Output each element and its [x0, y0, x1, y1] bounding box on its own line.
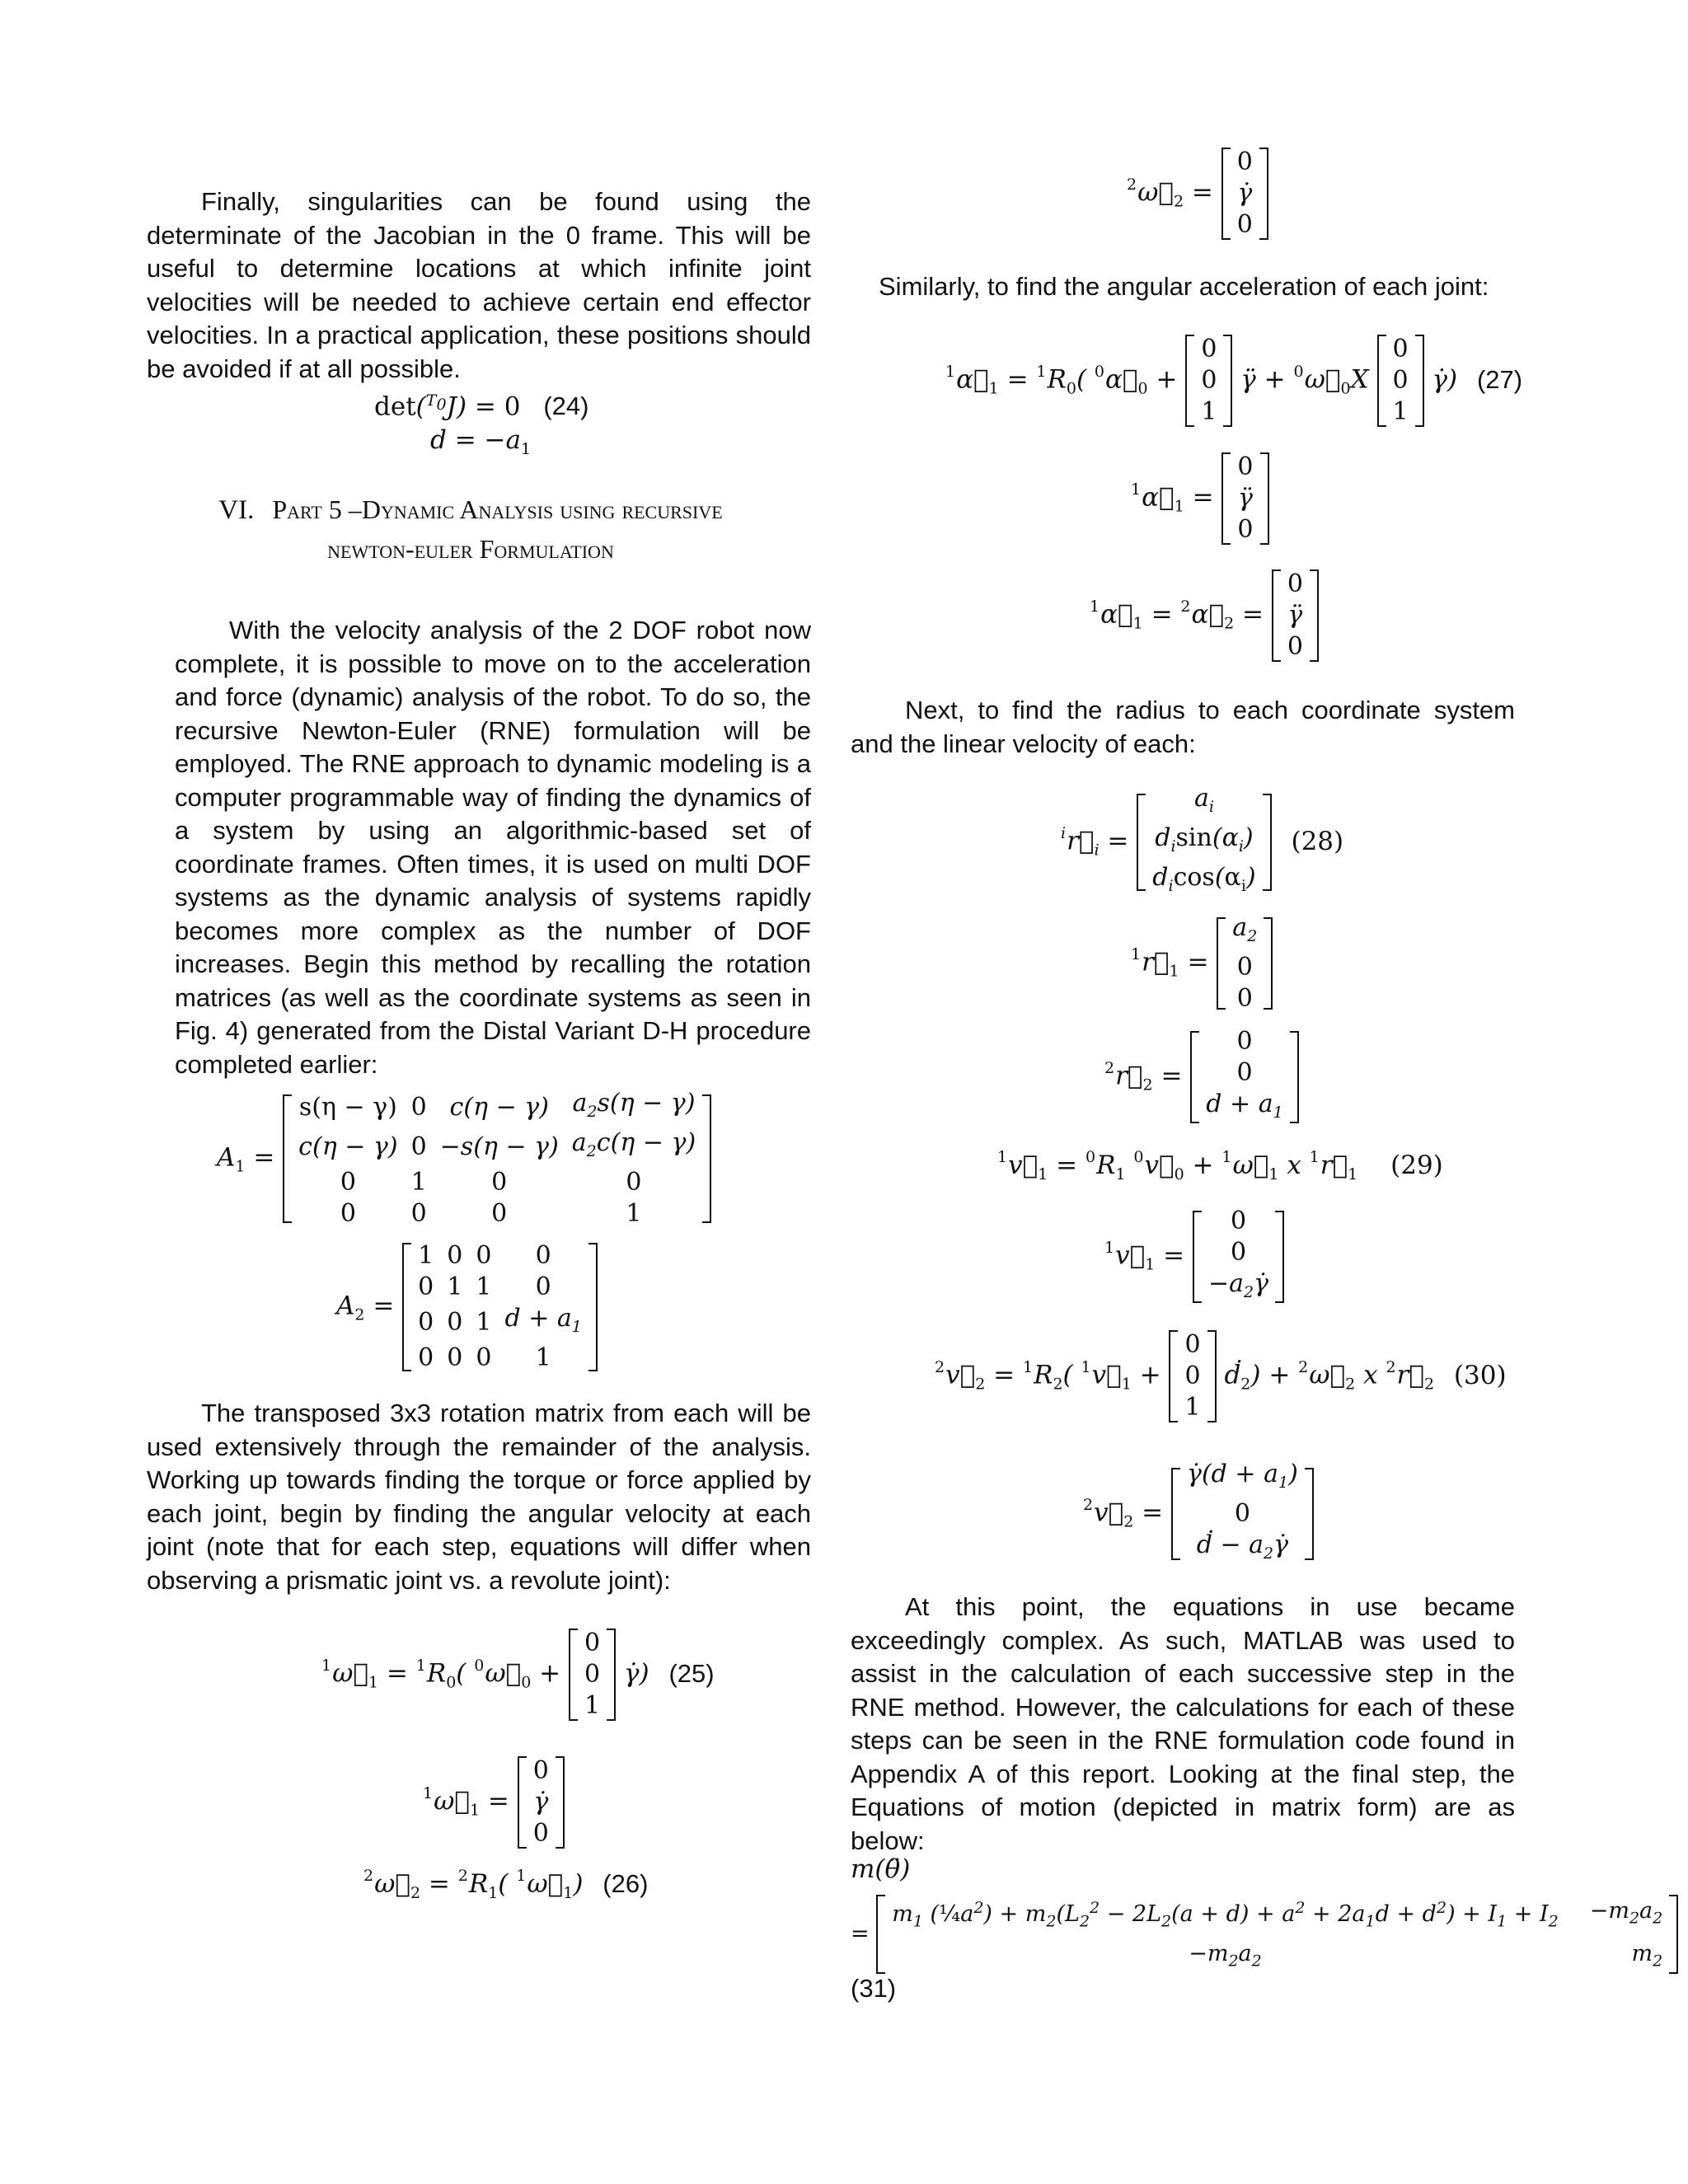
matrix-a2: $A_2$ = 1 0 0 0 0 1 1 0 0 0 1 $d + a_1$ 0 0 0 1 [336, 1240, 598, 1374]
equation-26: $^2\omega⃗_2 = ^2R_1$( $^1\omega⃗_1$) (26) [363, 1867, 649, 1903]
equation-29: $^1v⃗_1 = ^0R_1$ $^0v⃗_0$ + $^1\omega⃗_1$ x $^1r⃗_1$ (29) [997, 1148, 1443, 1184]
r1-vector: $^1r⃗_1$ = $a_2$ 0 0 [1131, 912, 1273, 1015]
matlab-paragraph: At this point, the equations in use became exceedingly complex. As such, MATLAB was used to assist in the calculation of each successive step in the RNE method. However, the calculations for each of these steps can be seen in the RNE formulation code found in Appendix A of this report. Looking at the final step, the Equations of motion (depicted in matrix form) are as below: [851, 1592, 1515, 1855]
alpha2-vector: $^1\alpha⃗_1$ = $^2\alpha⃗_2$ = 0 γ̈ 0 [1090, 569, 1319, 663]
angular-accel-paragraph: Similarly, to find the angular acceleration of each joint: [879, 272, 1489, 301]
equation-24: det($^{T_0}$J) = 0 (24) [374, 391, 589, 422]
section-heading-line2: newton-euler Formulation [327, 534, 614, 564]
v1-vector: $^1v⃗_1$ = 0 0 $-a_2\gammȧ$ [1104, 1206, 1284, 1308]
alpha1-vector: $^1\alpha⃗_1$ = 0 γ̈ 0 [1131, 452, 1269, 546]
equation-28: $^ir⃗_i$ = $a_i$ $d_i\sin(\alpha_i)$ $d_i\cos(\alpha_i)$ (28) [1061, 784, 1344, 895]
v2-vector: $^2v⃗_2$ = γ̇(d + $a_1$) 0 ḋ − $a_2\gammȧ$ [1083, 1459, 1314, 1569]
equation-31-lhs: m(θ̈) [851, 1854, 911, 1884]
equation-31: = $m_1$ $(\frac{1}{4}a^2) + m_2(L_2^2 - 2L_2(a + d) + a^2 + 2a_1d + d^2) + I_1 + I_2$ $-m_2a_2$ $-m_2a_2$ $m_2$ [851, 1891, 1678, 1978]
equation-24b: $d = -a_1$ [430, 425, 532, 459]
section-heading: VI. Part 5 –Dynamic Analysis using recursive [218, 494, 723, 525]
rne-intro-paragraph: With the velocity analysis of the 2 DOF robot now complete, it is possible to move on to the acceleration and force (dynamic) analysis of the robot. To do so, the recursive Newton-Euler (RNE) formulation will be employed. The RNE approach to dynamic modeling is a computer programmable way of finding the dynamics of a system by using an algorithmic-based set of coordinate frames. Often times, it is used on multi DOF systems as the dynamic analysis of systems rapidly becomes more complex as the number of DOF increases. Begin this method by recalling the rotation matrices (as well as the coordinate systems as seen in Fig. 4) generated from the Distal Variant D-H procedure completed earlier: [175, 616, 811, 1079]
equation-27: $^1\alpha⃗_1 = ^1R_0$( $^0\alpha⃗_0$ + 0 0 1 γ̈ + $^0\omega⃗_0X$ 0 0 1 γ̇) (27) [945, 335, 1523, 426]
angular-velocity-paragraph: The transposed 3x3 rotation matrix from each will be used extensively through the remainder of the analysis. Working up towards finding the torque or force applied by each joint, begin by finding the angular velocity at each joint (note that for each step, equations will differ when observing a prismatic joint vs. a revolute joint): [147, 1399, 811, 1595]
equation-31-label: (31) [851, 1974, 897, 2003]
omega1-vector: $^1\omega⃗_1$ = 0 γ̇ 0 [423, 1755, 565, 1849]
singularity-paragraph: Finally, singularities can be found using the determinate of the Jacobian in the 0 frame. This will be useful to determine locations at which infinite joint velocities will be needed to achieve certain end effector velocities. In a practical application, these positions should be avoided if at all possible. [147, 187, 811, 383]
equation-30: $^2v⃗_2 = ^1R_2$( $^1v⃗_1$ + 0 0 1 ḋ$_2$) + $^2\omega⃗_2$ x $^2r⃗_2$ (30) [935, 1330, 1507, 1422]
radius-paragraph: Next, to find the radius to each coordinate system and the linear velocity of each: [851, 696, 1515, 758]
matrix-a1: $A_1$ = s(η − γ) 0 c(η − γ) $a_2s(\eta - \gamma)$ c(η − γ) 0 −s(η − γ) $a_2c(\eta - \gamma)$ 0 1 0 0 0 0 0 1 [217, 1088, 711, 1230]
r2-vector: $^2r⃗_2$ = 0 0 $d + a_1$ [1104, 1026, 1299, 1128]
equation-25: $^1\omega⃗_1 = ^1R_0$( $^0\omega⃗_0$ + 0 0 1 γ̇) (25) [321, 1629, 715, 1720]
omega2-vector: $^2\omega⃗_2$ = 0 γ̇ 0 [1127, 147, 1268, 241]
